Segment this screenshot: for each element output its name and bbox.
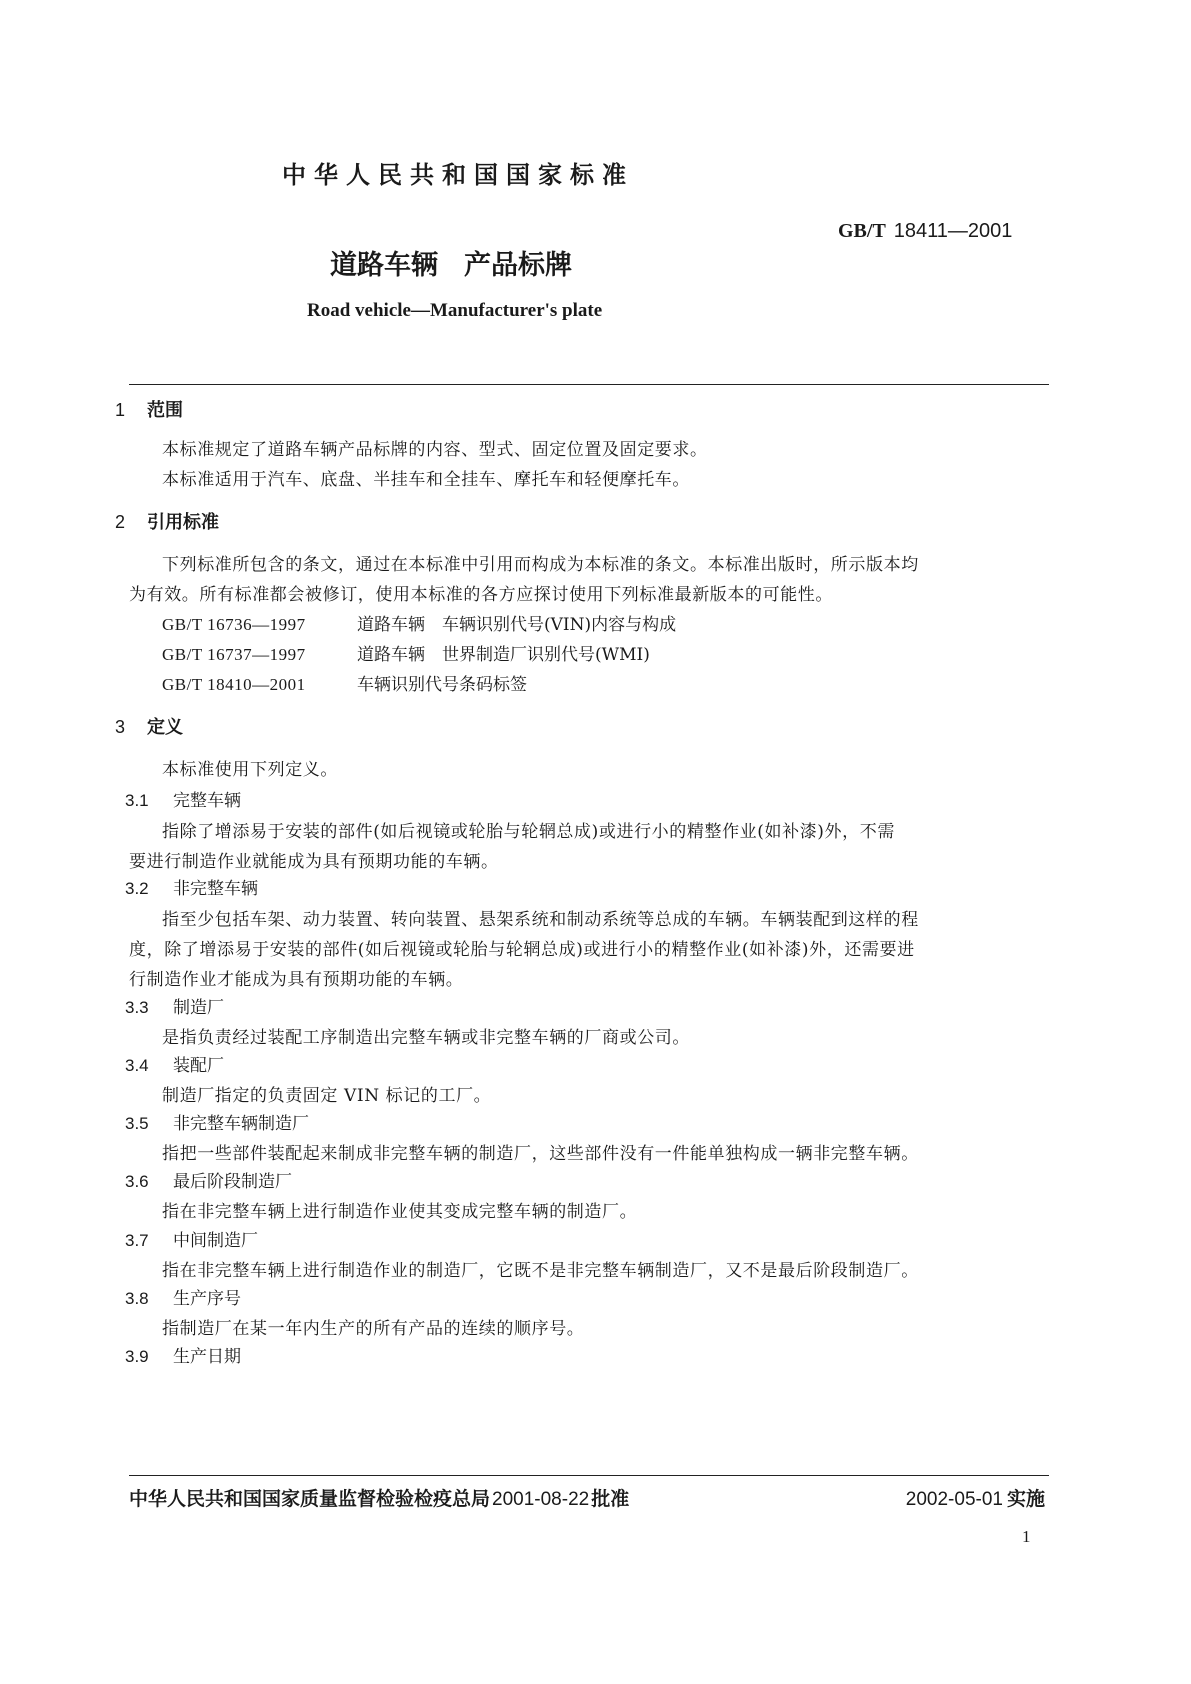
reference-standard xyxy=(162,640,650,665)
term-number: 3.4 xyxy=(125,1056,149,1075)
paragraph-continuation: 为有效。所有标准都会被修订，使用本标准的各方应探讨使用下列标准最新版本的可能性。 xyxy=(129,585,833,605)
document-title-cn xyxy=(330,243,572,282)
term-definition-continuation: 行制造作业才能成为具有预期功能的车辆。 xyxy=(129,970,464,990)
term-name: 制造厂 xyxy=(173,998,224,1018)
term-definition: 指在非完整车辆上进行制造作业的制造厂，它既不是非完整车辆制造厂，又不是最后阶段制造厂。 xyxy=(162,1261,919,1281)
term-definition-continuation: 要进行制造作业就能成为具有预期功能的车辆。 xyxy=(129,852,499,872)
reference-title: 车辆识别代号条码标签 xyxy=(357,675,527,695)
section-title: 引用标准 xyxy=(147,512,219,533)
paragraph: 下列标准所包含的条文，通过在本标准中引用而构成为本标准的条文。本标准出版时，所示版本均 xyxy=(162,555,919,575)
standard-prefix: GB/T xyxy=(838,220,886,242)
effective-label: 实施 xyxy=(1006,1488,1045,1510)
term-heading xyxy=(125,1284,241,1309)
approval-label: 批准 xyxy=(591,1488,630,1510)
term-name: 非完整车辆制造厂 xyxy=(173,1114,309,1134)
term-heading xyxy=(125,1051,224,1076)
term-heading xyxy=(125,993,224,1018)
reference-title: 道路车辆 车辆识别代号(VIN)内容与构成 xyxy=(357,615,677,635)
section-number: 3 xyxy=(115,717,126,737)
term-name: 非完整车辆 xyxy=(173,879,258,899)
term-heading xyxy=(125,1226,258,1251)
section-number: 1 xyxy=(115,400,126,420)
term-name: 生产日期 xyxy=(173,1347,241,1367)
title-cn-part2: 产品标牌 xyxy=(464,250,572,281)
term-definition: 指把一些部件装配起来制成非完整车辆的制造厂，这些部件没有一件能单独构成一辆非完整车辆。 xyxy=(162,1144,919,1164)
term-name: 中间制造厂 xyxy=(173,1231,258,1251)
term-number: 3.7 xyxy=(125,1231,149,1250)
term-number: 3.1 xyxy=(125,791,149,810)
header-divider xyxy=(129,384,1049,385)
page-number: 1 xyxy=(1022,1527,1031,1546)
term-heading xyxy=(125,786,241,811)
term-definition: 是指负责经过装配工序制造出完整车辆或非完整车辆的厂商或公司。 xyxy=(162,1028,690,1048)
term-definition: 指除了增添易于安装的部件(如后视镜或轮胎与轮辋总成)或进行小的精整作业(如补漆)外，不需 xyxy=(162,822,895,842)
term-number: 3.5 xyxy=(125,1114,149,1133)
term-heading xyxy=(125,874,258,899)
reference-standard xyxy=(162,670,527,695)
term-heading xyxy=(125,1342,241,1367)
title-cn-part1: 道路车辆 xyxy=(330,250,438,281)
term-number: 3.8 xyxy=(125,1289,149,1308)
term-name: 装配厂 xyxy=(173,1056,224,1076)
reference-code: GB/T 18410—2001 xyxy=(162,675,306,694)
term-heading xyxy=(125,1109,309,1134)
footer-divider xyxy=(129,1475,1049,1476)
term-number: 3.2 xyxy=(125,879,149,898)
standard-number xyxy=(838,218,1012,243)
section-heading-2 xyxy=(115,508,219,534)
reference-standard xyxy=(162,610,676,635)
term-definition: 制造厂指定的负责固定 VIN 标记的工厂。 xyxy=(162,1086,492,1106)
paragraph: 本标准适用于汽车、底盘、半挂车和全挂车、摩托车和轻便摩托车。 xyxy=(162,470,690,490)
term-definition: 指在非完整车辆上进行制造作业使其变成完整车辆的制造厂。 xyxy=(162,1202,638,1222)
term-number: 3.6 xyxy=(125,1172,149,1191)
term-number: 3.3 xyxy=(125,998,149,1017)
term-heading xyxy=(125,1167,292,1192)
reference-code: GB/T 16736—1997 xyxy=(162,615,306,634)
standard-code: 18411—2001 xyxy=(893,220,1013,242)
term-name: 生产序号 xyxy=(173,1289,241,1309)
issuing-authority: 中华人民共和国国家质量监督检验检疫总局 xyxy=(129,1488,491,1510)
approval-line xyxy=(129,1484,629,1511)
term-definition: 指至少包括车架、动力装置、转向装置、悬架系统和制动系统等总成的车辆。车辆装配到这样的程 xyxy=(162,910,919,930)
reference-title: 道路车辆 世界制造厂识别代号(WMI) xyxy=(357,645,650,665)
reference-code: GB/T 16737—1997 xyxy=(162,645,306,664)
term-name: 最后阶段制造厂 xyxy=(173,1172,292,1192)
section-heading-3 xyxy=(115,713,183,739)
term-definition: 指制造厂在某一年内生产的所有产品的连续的顺序号。 xyxy=(162,1319,585,1339)
approval-date: 2001-08-22 xyxy=(492,1489,590,1510)
section-heading-1 xyxy=(115,396,183,422)
section-number: 2 xyxy=(115,512,126,532)
term-definition-continuation: 度，除了增添易于安装的部件(如后视镜或轮胎与轮辋总成)或进行小的精整作业(如补漆)外，还需要进 xyxy=(129,940,915,960)
paragraph: 本标准使用下列定义。 xyxy=(162,760,338,780)
paragraph: 本标准规定了道路车辆产品标牌的内容、型式、固定位置及固定要求。 xyxy=(162,440,708,460)
term-name: 完整车辆 xyxy=(173,791,241,811)
document-title-en: Road vehicle—Manufacturer's plate xyxy=(307,300,603,321)
section-title: 范围 xyxy=(147,400,183,421)
effective-date: 2002-05-01 xyxy=(905,1489,1003,1510)
section-title: 定义 xyxy=(147,717,183,738)
term-number: 3.9 xyxy=(125,1347,149,1366)
issuing-country-title: 中华人民共和国国家标准 xyxy=(282,161,634,189)
effective-line xyxy=(906,1484,1045,1511)
